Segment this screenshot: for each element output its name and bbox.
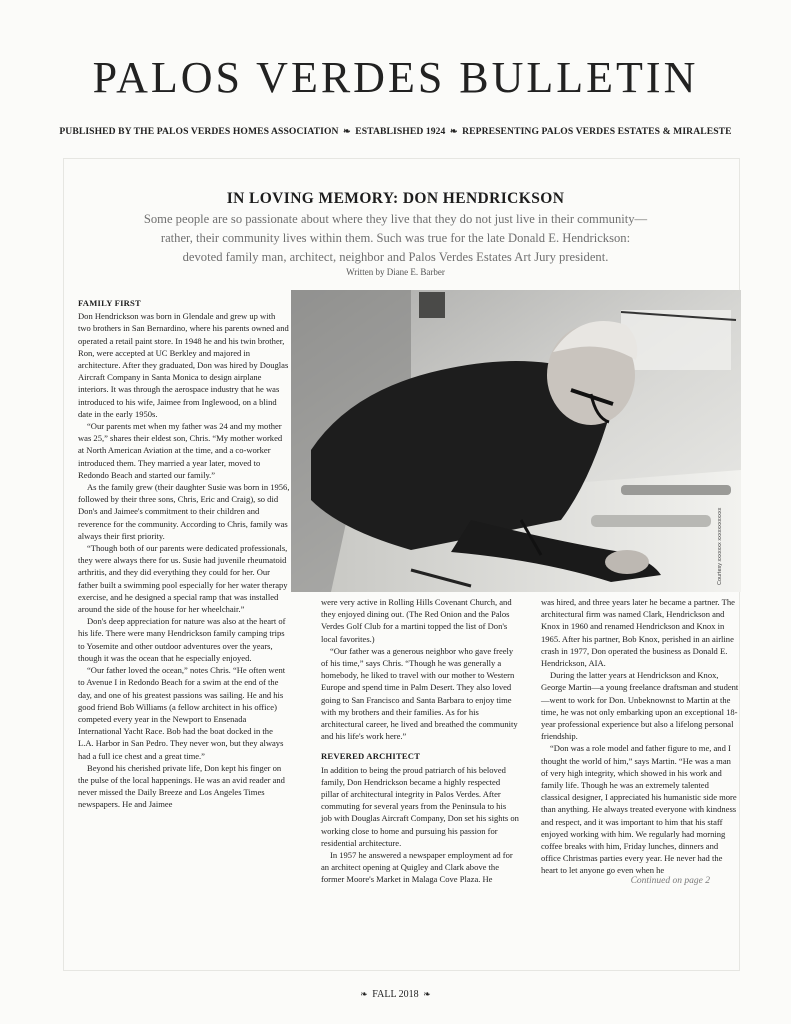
leaf-ornament-icon: ❧ [423, 989, 431, 999]
article-headline: IN LOVING MEMORY: DON HENDRICKSON [226, 190, 565, 207]
paragraph: “Our parents met when my father was 24 and my mother was 25,” shares their eldest son, Chris. “My mother worked at North American Aviation at the time, and a co-worker introduced them. They married a year later, moved to Redondo Beach and started our family.” [78, 421, 283, 480]
paragraph: “Don was a role model and father figure to me, and I thought the world of him,” says Martin. “He was a man of very high integrity, which showed in his work and family life. Though he was an extremely talented classical designer, I appreciated his humanistic side more than anything. He always treated everyone with kindness and respect, and it was important to him that his staff enjoyed working with him. We regularly had morning coffee breaks with him, Friday lunches, dinners and office Christmas parties every year. He never had the heart to let anyone go even when he [541, 743, 737, 876]
leaf-ornament-icon: ❧ [449, 126, 458, 136]
photo-credit: Courtesy xxxxxxx xxxxxxxxxxxx [717, 507, 723, 585]
masthead-tagline [40, 126, 751, 137]
paragraph: In 1957 he answered a newspaper employment ad for an architect opening at Quigley and Clark above the former Moore's Market in Malaga Cove Plaza. He [321, 850, 513, 885]
paragraph: Don's deep appreciation for nature was also at the heart of his life. There were many Hendrickson family camping trips to Yosemite and other outdoor adventures over the years, though it was the ocean that he especially enjoyed. [78, 616, 286, 663]
masthead-title: PALOS VERDES BULLETIN [92, 53, 699, 102]
text-column-1 [78, 297, 290, 811]
section-heading-revered-architect: REVERED ARCHITECT [321, 751, 421, 762]
issue-folio [0, 989, 791, 1000]
portrait-photo [291, 290, 741, 592]
paragraph: In addition to being the proud patriarch of his beloved family, Don Hendrickson became a highly respected pillar of architectural integrity in Palos Verdes. After commuting for several years from the Peninsula to his job with Douglas Aircraft Company, Don set his sights on working close to home and pursuing his passion for residential architecture. [321, 764, 519, 848]
article-deck: Some people are so passionate about where they live that they do not just live in their community—rather, their community lives within them. Such was true for the late Donald E. Hendrickson: devoted family man, architect, neighbor and Palos Verdes Estates Art Jury president. [143, 212, 648, 264]
paragraph: “Though both of our parents were dedicated professionals, they were always there for us. Susie had juvenile rheumatoid arthritis, and they did everything they could for her. Our father built a swimming pool especially for her water therapy exercise, and he designed a special ramp that was installed around the side of the house for her wheelchair.” [78, 543, 288, 615]
text-column-3 [541, 596, 739, 877]
leaf-ornament-icon: ❧ [360, 989, 368, 999]
article-byline: Written by Diane E. Barber [346, 267, 445, 277]
tagline-established: ESTABLISHED 1924 [355, 126, 446, 137]
paragraph: Beyond his cherished private life, Don kept his finger on the pulse of the local happenings. He was an avid reader and never missed the Daily Breeze and Los Angeles Times newspapers. He and Jaimee [78, 762, 285, 810]
text-column-2 [321, 596, 519, 886]
continued-on-page-link[interactable]: Continued on page 2 [630, 876, 710, 886]
drafting-architect-illustration [291, 290, 741, 592]
paragraph: Don Hendrickson was born in Glendale and grew up with two brothers in San Bernardino, where his parents owned and operated a retail paint store. In 1948 he and his twin brother, Ron, were accepted at UC Berkley and majored in architecture. After they graduated, Don was hired by Douglas Aircraft Company in Santa Monica to design airplane interiors. It was through the aerospace industry that he was introduced to his wife, Jaimee from Inglewood, on a blind date in the early 1950s. [78, 311, 289, 419]
issue-season: FALL 2018 [372, 989, 419, 1000]
section-heading-family-first: FAMILY FIRST [78, 298, 141, 308]
paragraph: “Our father was a generous neighbor who gave freely of his time,” says Chris. “Though he was generally a homebody, he liked to travel with our mother to Western Europe and spend time in Palm Desert. They also loved going to San Francisco and Santa Barbara to enjoy time with my brothers and their families. As for his architectural career, he lived and breathed the community and his life's work here.” [321, 645, 518, 742]
paragraph: were very active in Rolling Hills Covenant Church, and they enjoyed dining out. (The Red Onion and the Palos Verdes Golf Club for a martini topped the list of Don's local favorites.) [321, 597, 512, 644]
tagline-representing: REPRESENTING PALOS VERDES ESTATES & MIRALESTE [462, 126, 732, 137]
paragraph: During the latter years at Hendrickson and Knox, George Martin—a young freelance draftsman and student—went to work for Don. Unbeknownst to Martin at the time, he was not only embarking upon an exceptional 18-year professional experience but also a lifelong personal friendship. [541, 670, 739, 742]
paragraph: was hired, and three years later he became a partner. The architectural firm was named Clark, Hendrickson and Knox in 1960 and renamed Hendrickson and Knox in 1965. After his partner, Bob Knox, perished in an airline crash in 1977, Don operated the business as Donald E. Hendrickson, AIA. [541, 597, 735, 669]
paragraph: “Our father loved the ocean,” notes Chris. “He often went to Avenue I in Redondo Beach for a swim at the end of the day, and one of his greatest passions was sailing. He and his good friend Bob Williams (a fellow architect in his office) competed every year in the Newport to Ensenada International Yacht Race. Bob had the boat docked in the L.A. Harbor in San Pedro. They never won, but they always had a full ice chest and a great time.” [78, 665, 286, 761]
tagline-publisher: PUBLISHED BY THE PALOS VERDES HOMES ASSOCIATION [59, 126, 339, 137]
leaf-ornament-icon: ❧ [343, 126, 351, 136]
paragraph: As the family grew (their daughter Susie was born in 1956, followed by their three sons, Chris, Eric and Craig), so did Don's and Jaimee's commitment to their children and reverence for the community. According to Chris, family was always their first priority. [78, 482, 290, 541]
